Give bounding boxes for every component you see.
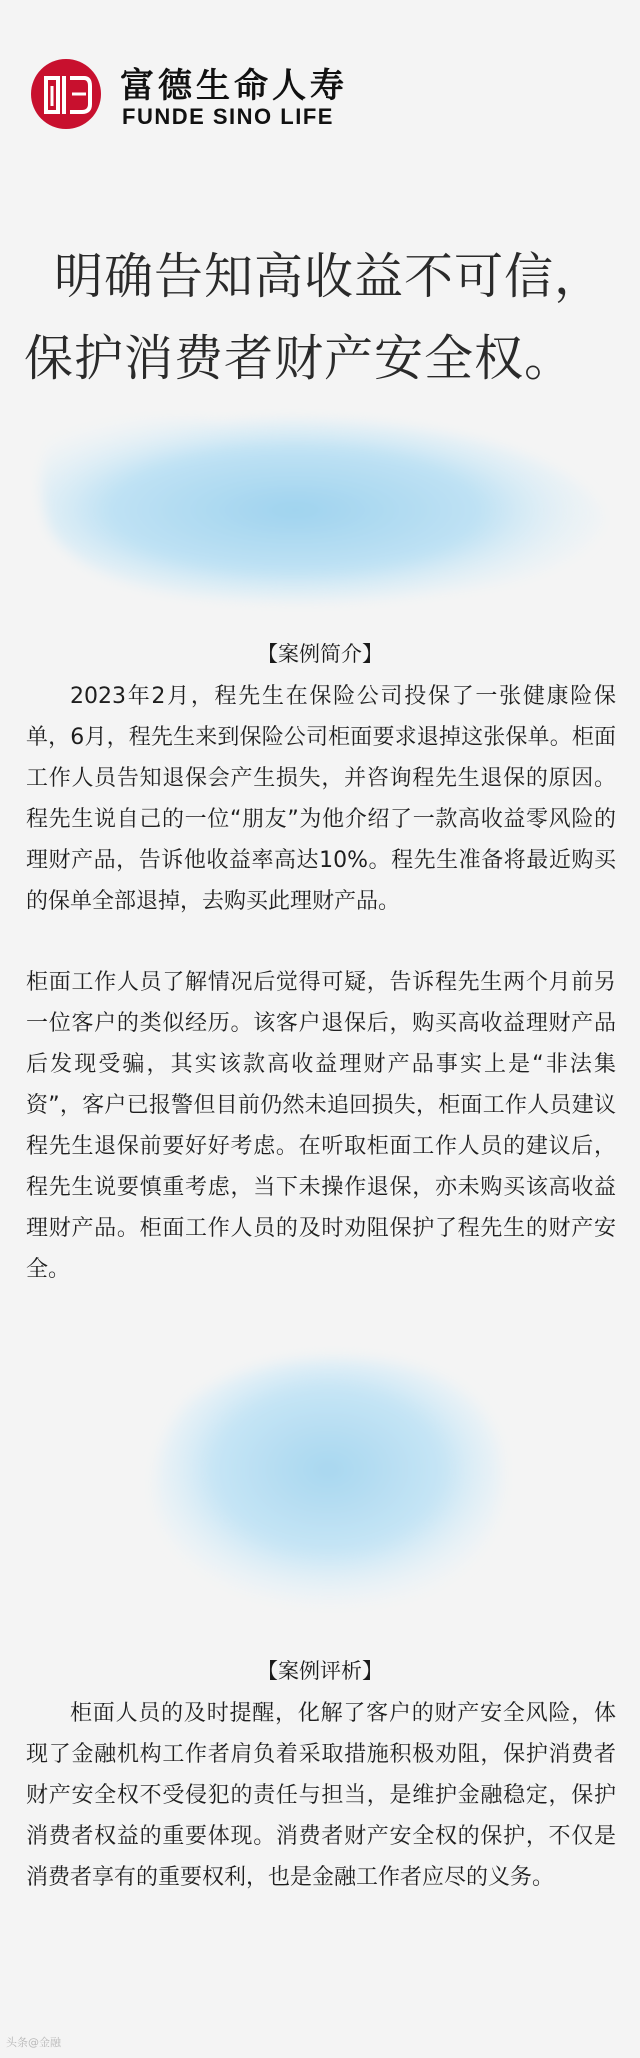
source-watermark: 头条@金融 — [6, 2036, 61, 2049]
case-intro-paragraph-1: 2023年2月，程先生在保险公司投保了一张健康险保单，6月，程先生来到保险公司柜面要求退掉这张保单。柜面工作人员告知退保会产生损失，并咨询程先生退保的原因。程先生说自己的一位“朋友”为他介绍了一款高收益零风险的理财产品，告诉他收益率高达10%。程先生准备将最近购买的保单全部退掉，去购买此理财产品。 — [26, 684, 616, 914]
brand-name-chinese: 富德生命人寿 — [120, 66, 348, 106]
headline-line-1: 明确告知高收益不可信， — [54, 248, 605, 305]
case-review-title: 【案例评析】 — [257, 1659, 383, 1683]
watercolor-brush-decoration — [20, 400, 620, 620]
case-intro-paragraph-2: 柜面工作人员了解情况后觉得可疑，告诉程先生两个月前另一位客户的类似经历。该客户退保后，购买高收益理财产品后发现受骗，其实该款高收益理财产品事实上是“非法集资”，客户已报警但目前仍然未追回损失，柜面工作人员建议程先生退保前要好好考虑。在听取柜面工作人员的建议后，程先生说要慎重考虑，当下未操作退保，亦未购买该高收益理财产品。柜面工作人员的及时劝阻保护了程先生的财产安全。 — [26, 970, 616, 1282]
brand-header — [28, 52, 408, 142]
funde-logo-icon — [28, 56, 104, 132]
headline-line-2: 保护消费者财产安全权。 — [24, 330, 575, 387]
brand-name-english: FUNDE SINO LIFE — [122, 104, 334, 129]
case-intro-title: 【案例简介】 — [257, 642, 383, 666]
watercolor-blob-decoration — [130, 1330, 530, 1630]
case-review-paragraph: 柜面人员的及时提醒，化解了客户的财产安全风险，体现了金融机构工作者肩负着采取措施积极劝阻，保护消费者财产安全权不受侵犯的责任与担当，是维护金融稳定，保护消费者权益的重要体现。消费者财产安全权的保护，不仅是消费者享有的重要权利，也是金融工作者应尽的义务。 — [26, 1701, 616, 1890]
page-headline — [24, 236, 624, 400]
